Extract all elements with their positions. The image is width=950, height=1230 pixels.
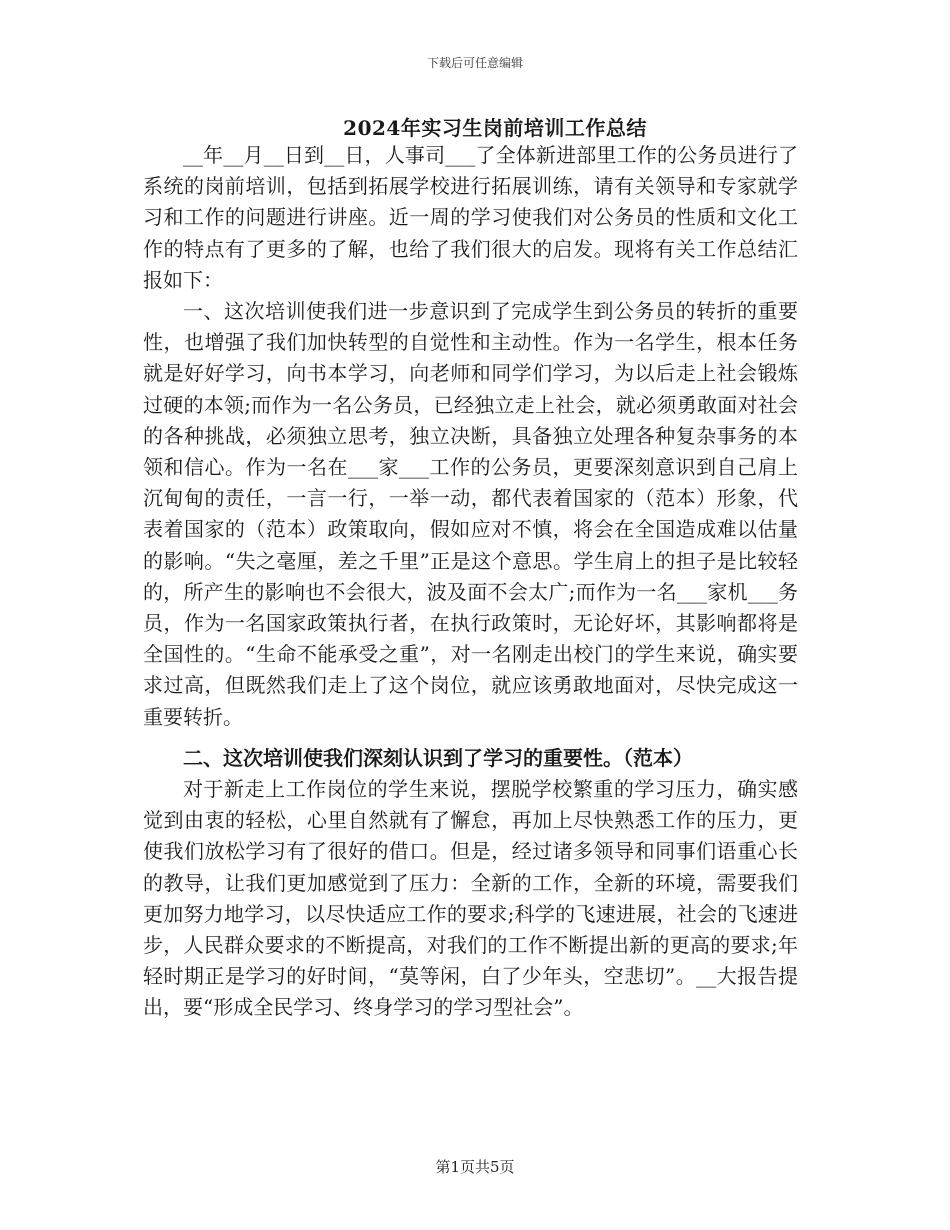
header-note: 下载后可任意编辑 xyxy=(426,56,523,70)
section-two-heading: 二、这次培训使我们深刻认识到了学习的重要性。（范本） xyxy=(183,745,693,770)
document-body xyxy=(143,140,798,1024)
paragraph-intro: __年__月__日到__日，人事司___了全体新进部里工作的公务员进行了系统的岗前培训，包括到拓展学校进行拓展训练，请有关领导和专家就学习和工作的问题进行讲座。近一周的学习使我们对公务员的性质和文化工作的特点有了更多的了解，也给了我们很大的启发。现将有关工作总结汇报如下： xyxy=(143,143,798,292)
paragraph-section-one: 一、这次培训使我们进一步意识到了完成学生到公务员的转折的重要性，也增强了我们加快转型的自觉性和主动性。作为一名学生，根本任务就是好好学习，向书本学习，向老师和同学们学习，为以后走上社会锻炼过硬的本领;而作为一名公务员，已经独立走上社会，就必须勇敢面对社会的各种挑战，必须独立思考，独立决断，具备独立处理各种复杂事务的本领和信心。作为一名在___家___工作的公务员，更要深刻意识到自己肩上沉甸甸的责任，一言一行，一举一动，都代表着国家的（范本）形象，代表着国家的（范本）政策取向，假如应对不慎，将会在全国造成难以估量的影响。“失之毫厘，差之千里”正是这个意思。学生肩上的担子是比较轻的，所产生的影响也不会很大，波及面不会太广;而作为一名___家机___务员，作为一名国家政策执行者，在执行政策时，无论好坏，其影响都将是全国性的。“生命不能承受之重”，对一名刚走出校门的学生来说，确实要求过高，但既然我们走上了这个岗位，就应该勇敢地面对，尽快完成这一重要转折。 xyxy=(143,299,798,729)
page-number: 第1页共5页 xyxy=(435,1158,515,1176)
paragraph-section-two: 对于新走上工作岗位的学生来说，摆脱学校繁重的学习压力，确实感觉到由衷的轻松，心里自然就有了懈怠，再加上尽快熟悉工作的压力，更使我们放松学习有了很好的借口。但是，经过诸多领导和同事们语重心长的教导，让我们更加感觉到了压力：全新的工作，全新的环境，需要我们更加努力地学习，以尽快适应工作的要求;科学的飞速进展，社会的飞速进步，人民群众要求的不断提高，对我们的工作不断提出新的更高的要求;年轻时期正是学习的好时间，“莫等闲，白了少年头，空悲切”。__大报告提出，要“形成全民学习、终身学习的学习型社会”。 xyxy=(143,777,798,1020)
document-title: 2024年实习生岗前培训工作总结 xyxy=(343,116,647,140)
